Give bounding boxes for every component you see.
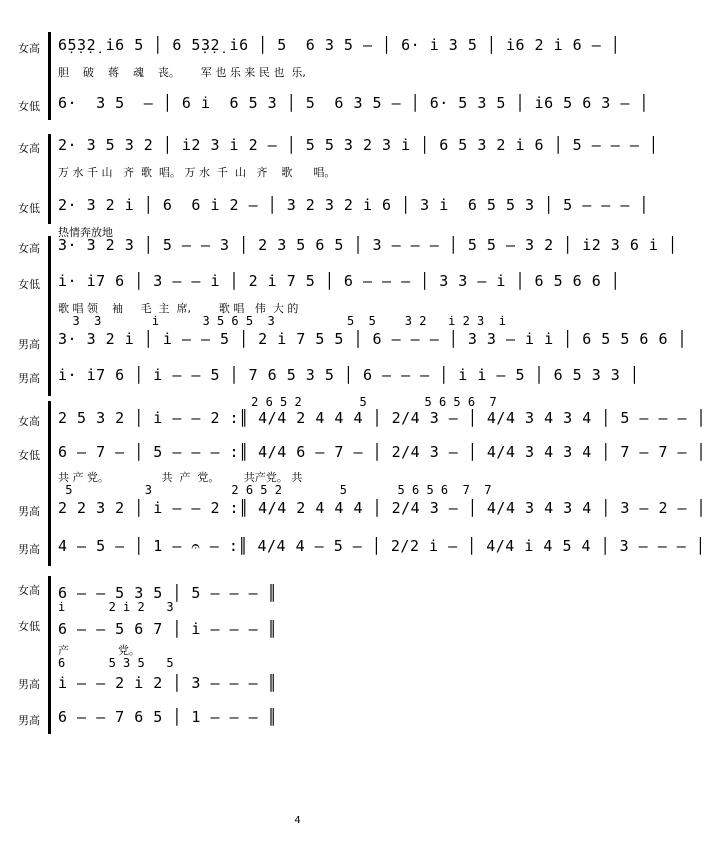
- lyric-row: 胆 破 蒋 魂 丧。 军 也 乐 来 民 也 乐,: [58, 66, 306, 79]
- lyric-row: 万 水 千 山 齐 歌 唱。 万 水 千 山 齐 歌 唱。: [58, 166, 336, 179]
- part-label: 男高: [18, 714, 40, 727]
- lyric-row: 产 党。: [58, 644, 140, 657]
- part-label: 女高: [18, 242, 40, 255]
- part-label: 女低: [18, 100, 40, 113]
- notation-row: i̇· i̇7 6 │ i̇ — — 5 │ 7 6 5 3 5 │ 6 — — — │ i̇ i̇ — 5 │ 6 5 3 3 │: [58, 366, 640, 384]
- system-brace: [48, 32, 56, 120]
- notation-row: 3· 3 2 i̇ │ i̇ — — 5 │ 2 i̇ 7 5 5 │ 6 — — — │ 3 3 — i̇ i̇ │ 6 5 5 6 6 │: [58, 330, 688, 348]
- tempo-marking: 热情奔放地: [58, 226, 113, 239]
- page-number: 4: [294, 815, 301, 826]
- part-label: 男高: [18, 543, 40, 556]
- notation-row: 6̣5̣3̣2̣ i̇6 5 │ 6 5̣3̣2̣ i̇6 │ 5 6 3 5 — │ 6· i̇ 3 5 │ i̇6 2 i̇ 6 — │: [58, 36, 621, 54]
- part-label: 女高: [18, 415, 40, 428]
- upper-voice-row: 3 3 i̇ 3 5 6 5 3 5 5 3 2 i̇ 2 3 i̇: [58, 314, 506, 328]
- notation-row: 6 — — 5 6 7 │ i̇ — — — ║: [58, 620, 278, 638]
- notation-row: i̇ — — 2 i̇ 2 │ 3 — — — ║: [58, 674, 278, 692]
- upper-voice-row: 2 6 5 2 5 5 6 5 6 7: [150, 395, 497, 409]
- notation-row: 6 — 7 — │ 5 — — — :║ 4/4 6 — 7 — │ 2/4 3 — │ 4/4 3 4 3 4 │ 7 — 7 — │: [58, 443, 706, 461]
- part-label: 女低: [18, 449, 40, 462]
- lyric-row: 共 产 党。 共 产 党。 共产党。 共: [58, 471, 303, 484]
- notation-row: 6 — — 7 6 5 │ 1 — — — ║: [58, 708, 278, 726]
- system-brace: [48, 576, 56, 734]
- part-label: 男高: [18, 338, 40, 351]
- notation-row: 4 — 5 — │ 1 — 𝄐 — :║ 4/4 4 — 5 — │ 2/2 i̇ — │ 4/4 i̇ 4 5 4 │ 3 — — — │: [58, 537, 706, 555]
- system-brace: [48, 134, 56, 224]
- lyric-row: 歌 唱 领 袖 毛 主 席, 歌 唱 伟 大 的: [58, 302, 299, 315]
- upper-voice-row: 5 3 2 6 5 2 5 5 6 5 6 7 7: [58, 483, 492, 497]
- notation-row: 2· 3 5 3 2 │ i̇2 3 i̇ 2 — │ 5 5 3 2 3 i̇ │ 6 5 3 2 i̇ 6 │ 5 — — — │: [58, 136, 659, 154]
- system-brace: [48, 236, 56, 396]
- notation-row: 2 2 3 2 │ i̇ — — 2 :║ 4/4 2 4 4 4 │ 2/4 3 — │ 4/4 3 4 3 4 │ 3 — 2 — │: [58, 499, 706, 517]
- part-label: 女高: [18, 584, 40, 597]
- notation-row: 2· 3 2 i̇ │ 6 6 i̇ 2 — │ 3 2 3 2 i̇ 6 │ 3 i̇ 6 5 5 3 │ 5 — — — │: [58, 196, 649, 214]
- notation-row: 6 — — 5 3 5 │ 5 — — — ║: [58, 584, 278, 602]
- part-label: 男高: [18, 372, 40, 385]
- upper-voice-row: i̇ 2 i̇ 2 3: [58, 600, 174, 614]
- part-label: 女高: [18, 42, 40, 55]
- system-brace: [48, 401, 56, 566]
- notation-row: 6· 3 5 — │ 6 i̇ 6 5 3 │ 5 6 3 5 — │ 6· 5 3 5 │ i̇6 5 6 3 — │: [58, 94, 649, 112]
- part-label: 女高: [18, 142, 40, 155]
- part-label: 女低: [18, 202, 40, 215]
- upper-voice-row: 6 5 3 5 5: [58, 656, 174, 670]
- part-label: 女低: [18, 278, 40, 291]
- notation-row: 3· 3 2 3 │ 5 — — 3 │ 2 3 5 6 5 │ 3 — — — │ 5 5 — 3 2 │ i̇2 3 6 i̇ │: [58, 236, 678, 254]
- part-label: 女低: [18, 620, 40, 633]
- notation-row: 2 5 3 2 │ i̇ — — 2 :║ 4/4 2 4 4 4 │ 2/4 3 — │ 4/4 3 4 3 4 │ 5 — — — │: [58, 409, 706, 427]
- notation-row: i̇· i̇7 6 │ 3 — — i̇ │ 2 i̇ 7 5 │ 6 — — — │ 3 3 — i̇ │ 6 5 6 6 │: [58, 272, 621, 290]
- part-label: 男高: [18, 678, 40, 691]
- part-label: 男高: [18, 505, 40, 518]
